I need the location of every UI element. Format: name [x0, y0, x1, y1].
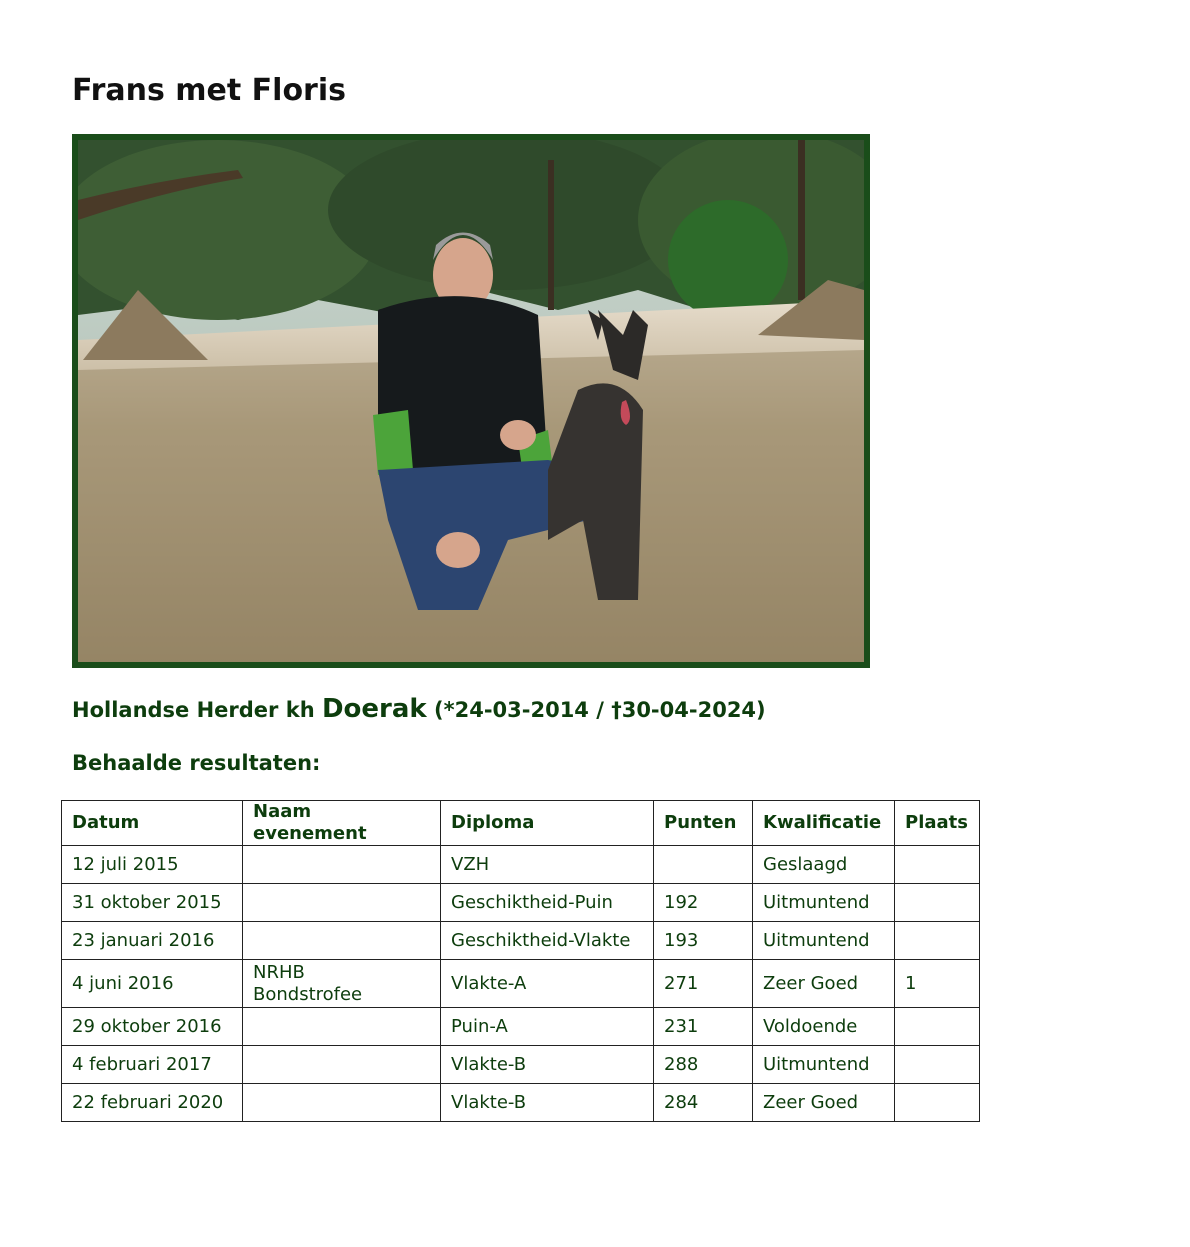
handler-with-dutch-shepherd-photo — [72, 134, 870, 668]
cell-datum: 4 juni 2016 — [62, 960, 243, 1008]
cell-punten: 231 — [654, 1008, 753, 1046]
cell-kwalificatie: Geslaagd — [753, 846, 895, 884]
results-heading: Behaalde resultaten: — [72, 751, 321, 775]
column-header-datum: Datum — [62, 801, 243, 846]
table-row — [62, 884, 980, 922]
table-row — [62, 846, 980, 884]
page-title: Frans met Floris — [72, 73, 346, 108]
cell-diploma: VZH — [441, 846, 654, 884]
cell-plaats — [895, 922, 980, 960]
table-row — [62, 1084, 980, 1122]
cell-punten: 193 — [654, 922, 753, 960]
cell-plaats — [895, 846, 980, 884]
cell-kwalificatie: Voldoende — [753, 1008, 895, 1046]
table-header-row — [62, 801, 980, 846]
cell-evenement — [243, 1084, 441, 1122]
dog-dates: (*24-03-2014 / †30-04-2024) — [426, 698, 766, 722]
cell-evenement — [243, 1008, 441, 1046]
cell-evenement — [243, 922, 441, 960]
cell-kwalificatie: Uitmuntend — [753, 884, 895, 922]
cell-plaats — [895, 1084, 980, 1122]
cell-punten: 284 — [654, 1084, 753, 1122]
cell-datum: 29 oktober 2016 — [62, 1008, 243, 1046]
cell-diploma: Geschiktheid-Vlakte — [441, 922, 654, 960]
breed-label: Hollandse Herder kh — [72, 698, 322, 722]
results-table — [61, 800, 980, 1122]
cell-diploma: Vlakte-B — [441, 1046, 654, 1084]
cell-plaats — [895, 884, 980, 922]
cell-evenement — [243, 846, 441, 884]
cell-diploma: Vlakte-A — [441, 960, 654, 1008]
column-header-punten: Punten — [654, 801, 753, 846]
cell-datum: 22 februari 2020 — [62, 1084, 243, 1122]
cell-kwalificatie: Zeer Goed — [753, 960, 895, 1008]
table-row — [62, 1008, 980, 1046]
cell-plaats: 1 — [895, 960, 980, 1008]
photo-illustration — [78, 140, 864, 662]
cell-punten: 271 — [654, 960, 753, 1008]
dog-name: Doerak — [321, 694, 427, 724]
table-row — [62, 1046, 980, 1084]
column-header-kwalificatie: Kwalificatie — [753, 801, 895, 846]
dog-subtitle — [72, 692, 766, 727]
cell-datum: 4 februari 2017 — [62, 1046, 243, 1084]
column-header-plaats: Plaats — [895, 801, 980, 846]
cell-evenement: NRHB Bondstrofee — [243, 960, 441, 1008]
cell-kwalificatie: Uitmuntend — [753, 922, 895, 960]
cell-evenement — [243, 1046, 441, 1084]
cell-datum: 12 juli 2015 — [62, 846, 243, 884]
cell-diploma: Vlakte-B — [441, 1084, 654, 1122]
cell-kwalificatie: Zeer Goed — [753, 1084, 895, 1122]
cell-punten: 288 — [654, 1046, 753, 1084]
cell-diploma: Geschiktheid-Puin — [441, 884, 654, 922]
table-row — [62, 922, 980, 960]
column-header-diploma: Diploma — [441, 801, 654, 846]
cell-plaats — [895, 1046, 980, 1084]
cell-punten: 192 — [654, 884, 753, 922]
table-row — [62, 960, 980, 1008]
cell-plaats — [895, 1008, 980, 1046]
cell-datum: 23 januari 2016 — [62, 922, 243, 960]
column-header-naam-evenement: Naam evenement — [243, 801, 441, 846]
cell-diploma: Puin-A — [441, 1008, 654, 1046]
cell-datum: 31 oktober 2015 — [62, 884, 243, 922]
cell-punten — [654, 846, 753, 884]
cell-kwalificatie: Uitmuntend — [753, 1046, 895, 1084]
cell-evenement — [243, 884, 441, 922]
